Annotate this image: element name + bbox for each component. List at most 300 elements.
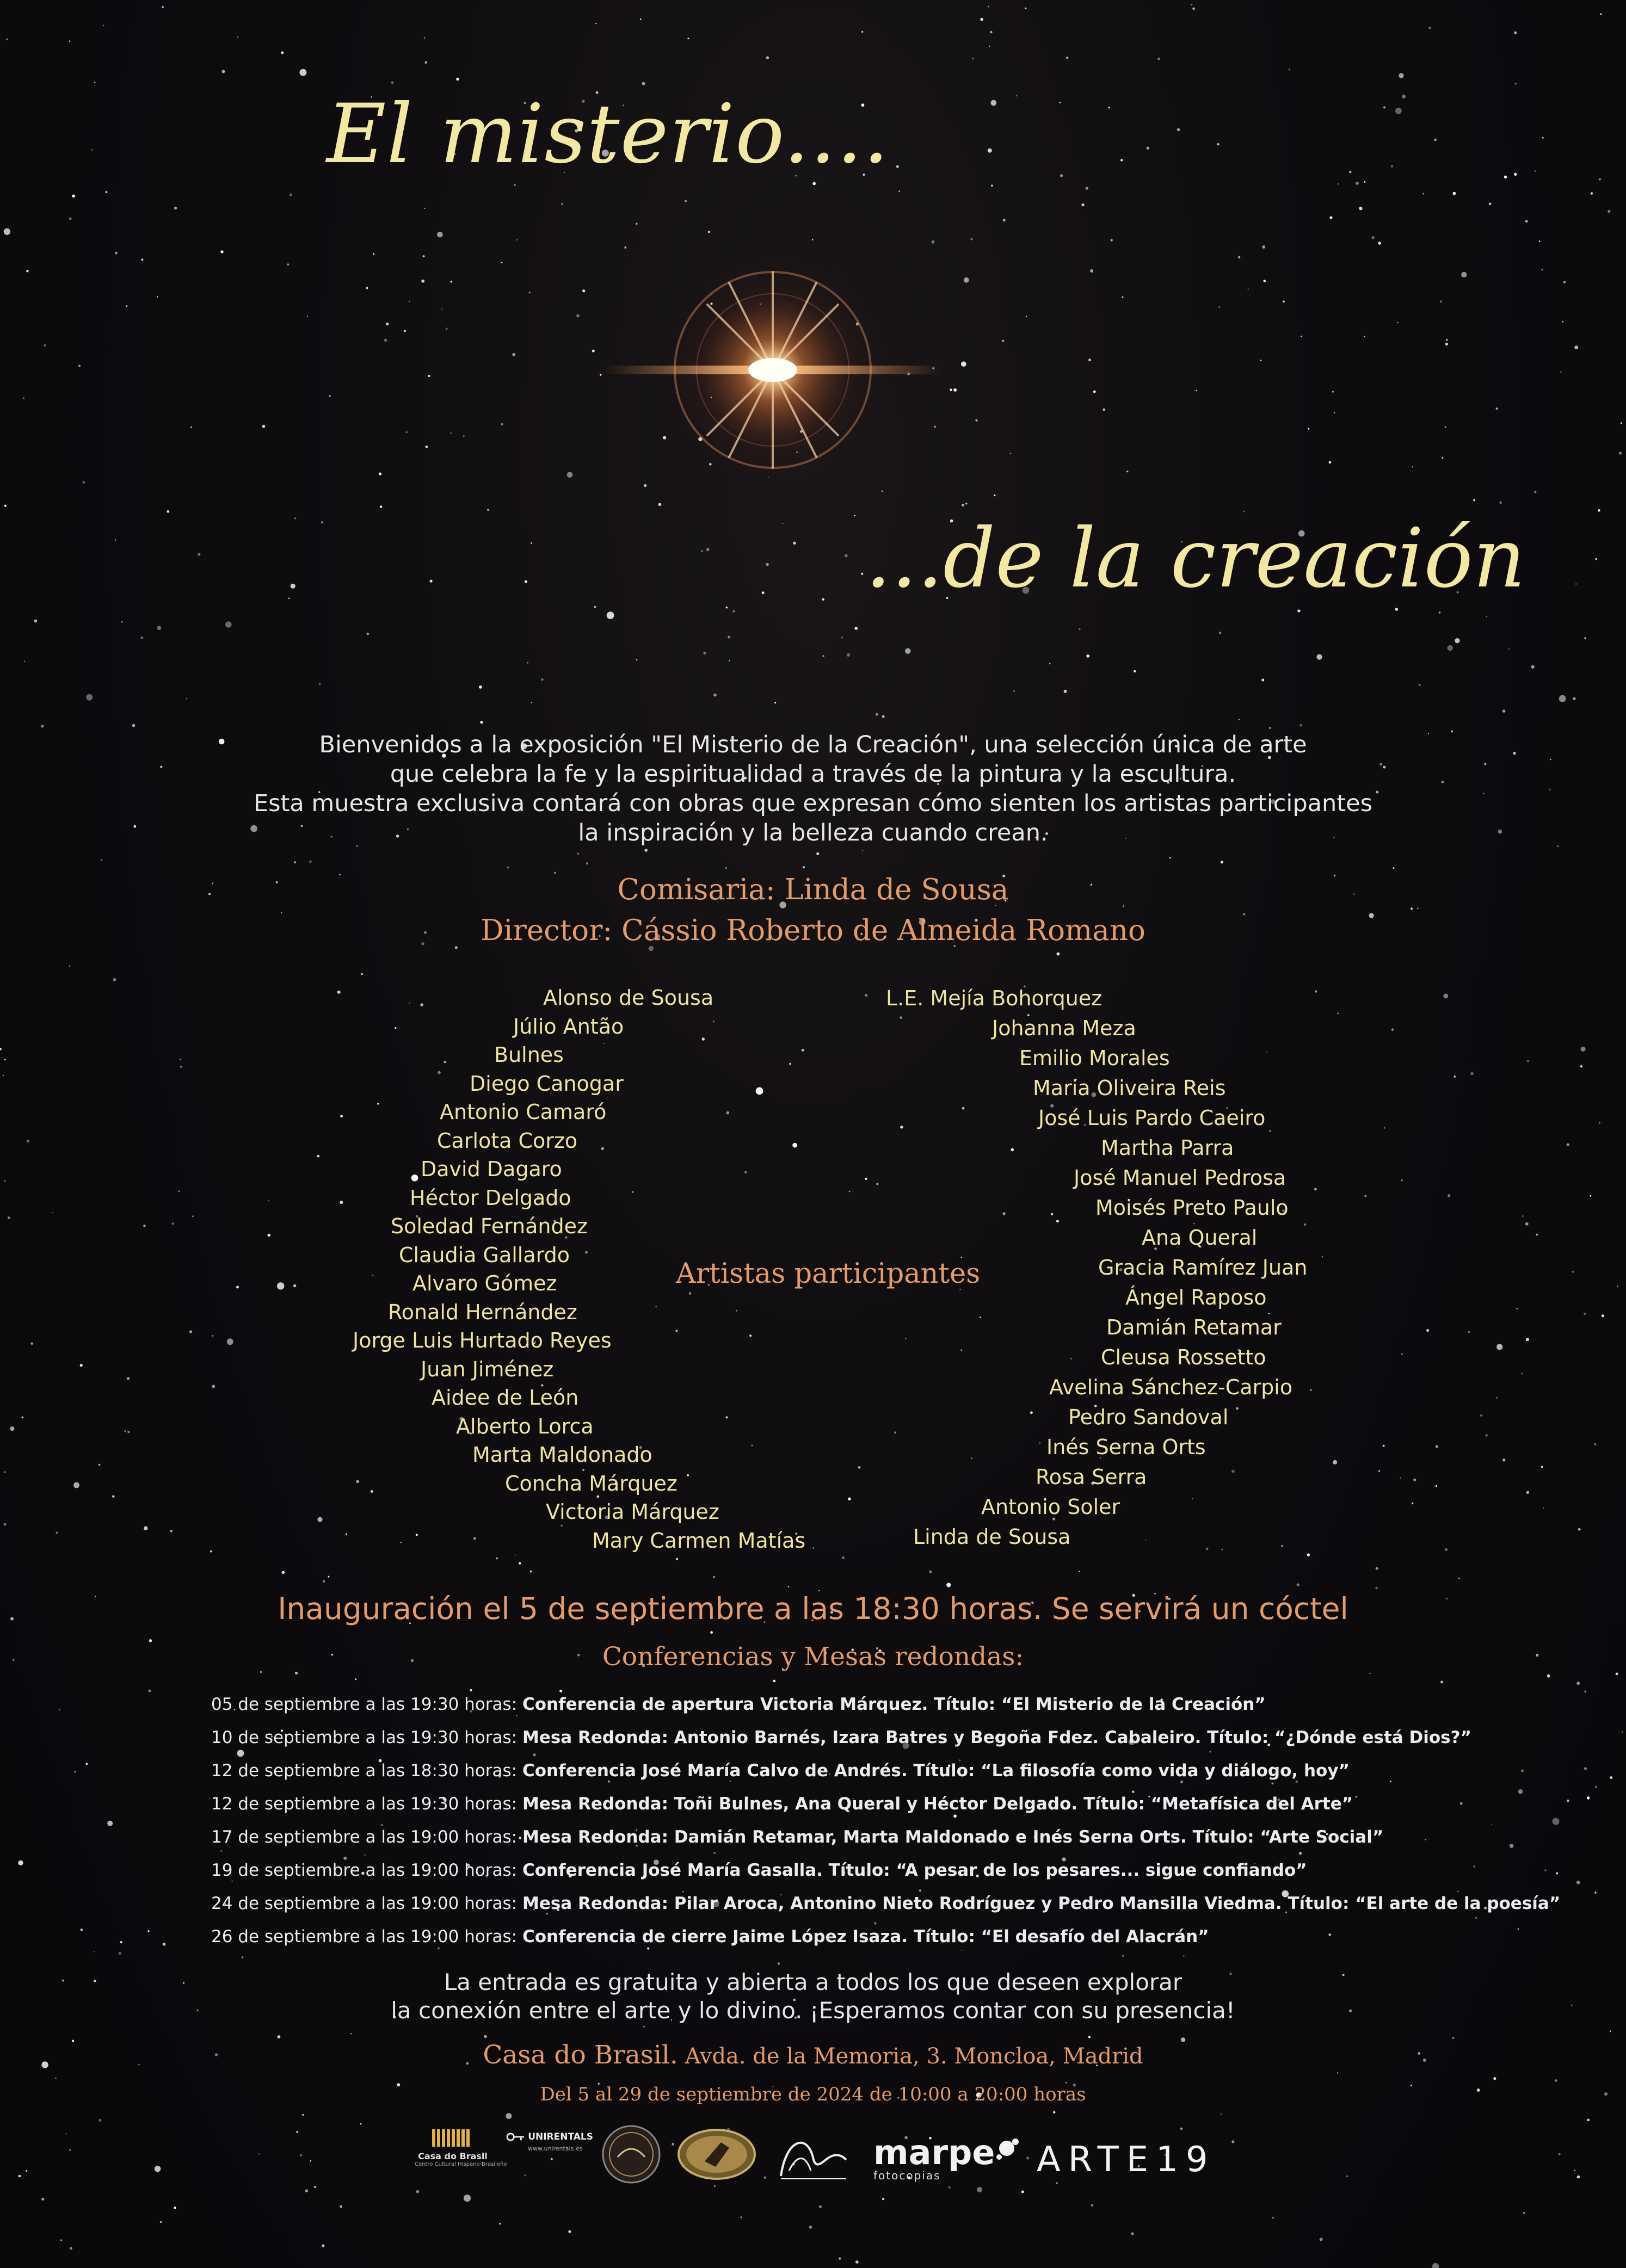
- artist-name: Pedro Sandoval: [1068, 1405, 1229, 1429]
- star: [1581, 1047, 1586, 1052]
- star: [74, 1771, 76, 1773]
- star: [1440, 1680, 1443, 1683]
- star: [507, 867, 509, 869]
- star: [1442, 457, 1444, 459]
- star: [1499, 501, 1502, 504]
- artist-name: L.E. Mejía Bohorquez: [886, 986, 1103, 1010]
- star: [729, 660, 730, 661]
- star: [44, 344, 46, 347]
- star: [302, 2114, 304, 2116]
- artist-name: Inés Serna Orts: [1046, 1435, 1206, 1459]
- star: [1534, 491, 1536, 493]
- star: [1393, 867, 1395, 869]
- star: [1485, 1434, 1488, 1437]
- star: [1535, 170, 1536, 172]
- star: [1584, 1691, 1586, 1692]
- star: [1391, 165, 1394, 168]
- curator-credit: Comisaria: Linda de Sousa: [617, 873, 1009, 906]
- artist-name: José Luis Pardo Caeiro: [1038, 1106, 1266, 1130]
- star: [1504, 176, 1507, 179]
- star: [990, 31, 993, 34]
- star: [140, 636, 143, 639]
- star: [1602, 1314, 1604, 1317]
- star: [1428, 27, 1431, 29]
- star: [186, 698, 187, 699]
- schedule-event: Conferencia José María Calvo de Andrés. Título: “La filosofía como vida y diálogo, hoy”: [522, 1761, 1350, 1781]
- star: [1480, 1414, 1482, 1417]
- star: [1218, 306, 1220, 308]
- star: [506, 2113, 512, 2119]
- star: [484, 2035, 487, 2038]
- star: [1401, 1354, 1402, 1355]
- star: [687, 38, 689, 39]
- star: [1587, 2119, 1590, 2122]
- artist-name: Maria Oliveira Reis: [1033, 1076, 1226, 1100]
- star: [1013, 690, 1014, 691]
- star: [157, 296, 158, 297]
- star: [437, 232, 443, 238]
- star: [1086, 654, 1089, 658]
- star: [728, 636, 730, 639]
- star: [277, 1282, 284, 1289]
- star: [1308, 428, 1309, 430]
- star: [27, 1140, 29, 1142]
- artist-name: Avelina Sánchez-Carpio: [1049, 1375, 1293, 1399]
- star: [94, 1951, 95, 1952]
- star: [1590, 1195, 1592, 1197]
- star: [1600, 13, 1602, 15]
- star: [1619, 452, 1622, 455]
- artist-name: Rosa Serra: [1036, 1465, 1147, 1489]
- star: [822, 598, 824, 601]
- star: [1364, 1195, 1366, 1197]
- star: [295, 1672, 298, 1674]
- star: [1337, 2072, 1338, 2073]
- star: [1576, 1682, 1580, 1685]
- star: [1576, 1881, 1580, 1884]
- star: [1217, 143, 1219, 145]
- artists-label: Artistas participantes: [676, 1258, 981, 1290]
- star: [701, 551, 703, 552]
- star: [4, 228, 10, 235]
- star: [1219, 632, 1221, 634]
- star: [425, 61, 428, 64]
- artist-name: Antonio Camaró: [440, 1100, 607, 1124]
- star: [1315, 990, 1317, 992]
- star: [595, 23, 596, 24]
- star: [52, 1212, 53, 1213]
- star: [1402, 95, 1406, 98]
- star: [1060, 174, 1063, 177]
- star: [172, 1222, 174, 1225]
- schedule-event: Mesa Redonda: Pilar Aroca, Antonino Nieto Rodríguez y Pedro Mansilla Viedma. Título: “El arte de la poesía”: [522, 1894, 1561, 1913]
- star: [752, 1445, 753, 1446]
- star: [1426, 1329, 1429, 1332]
- star: [86, 1763, 88, 1765]
- star: [7, 39, 8, 40]
- star: [1301, 336, 1302, 337]
- star: [961, 361, 966, 367]
- star: [1473, 499, 1475, 502]
- star: [1531, 665, 1535, 669]
- star: [319, 683, 321, 685]
- star: [367, 633, 369, 635]
- star: [713, 694, 717, 697]
- star: [242, 1956, 243, 1958]
- star: [1562, 321, 1563, 323]
- star: [268, 1200, 269, 1201]
- star: [783, 523, 784, 524]
- star: [26, 270, 29, 273]
- star: [174, 207, 177, 209]
- star: [101, 860, 102, 861]
- intro-line: Esta muestra exclusiva contará con obras que expresan cómo sienten los artistas participantes: [253, 790, 1372, 817]
- star: [636, 659, 638, 660]
- star: [971, 238, 973, 240]
- star: [1283, 301, 1285, 303]
- star: [845, 554, 848, 558]
- star: [423, 255, 425, 257]
- schedule-item: [211, 1920, 1560, 1954]
- artist-name: Júlio Antão: [513, 1014, 624, 1039]
- star: [307, 316, 308, 317]
- star: [950, 388, 952, 391]
- star: [1412, 466, 1413, 467]
- star: [1378, 1470, 1380, 1472]
- artist-name: Ángel Raposo: [1125, 1286, 1267, 1309]
- star: [1445, 1548, 1448, 1552]
- schedule-time: 10 de septiembre a las 19:30 horas:: [211, 1728, 522, 1747]
- star: [1413, 1479, 1416, 1481]
- star: [496, 1558, 498, 1560]
- star: [361, 973, 363, 975]
- artist-name: Alvaro Gómez: [412, 1271, 557, 1295]
- star: [567, 472, 573, 478]
- star: [212, 1336, 213, 1337]
- star: [268, 1234, 270, 1237]
- star: [703, 652, 706, 654]
- star: [689, 1292, 691, 1294]
- star: [1412, 1503, 1413, 1504]
- star: [4, 1471, 5, 1473]
- star: [849, 1191, 851, 1192]
- star: [789, 1063, 791, 1065]
- star: [1555, 2079, 1557, 2082]
- star: [220, 250, 223, 253]
- star: [1434, 139, 1437, 141]
- star: [512, 353, 515, 356]
- star: [73, 1482, 79, 1488]
- star: [141, 258, 144, 261]
- star: [816, 852, 819, 855]
- star: [1470, 1072, 1474, 1076]
- star: [4, 505, 7, 507]
- star: [1026, 316, 1027, 317]
- star: [577, 853, 579, 855]
- star: [762, 591, 765, 594]
- artist-name: Antonio Soler: [981, 1495, 1120, 1519]
- star: [4, 1180, 5, 1182]
- star: [127, 1377, 130, 1380]
- artist-name: José Manuel Pedrosa: [1074, 1166, 1286, 1190]
- title-sub: ...de la creación: [865, 511, 1526, 606]
- schedule-item: [211, 1788, 1560, 1821]
- schedule-item: [211, 1721, 1560, 1754]
- closing-line: La entrada es gratuita y abierta a todos los que deseen explorar: [444, 1969, 1182, 1995]
- star: [409, 301, 410, 302]
- star: [160, 2221, 162, 2223]
- star: [1621, 422, 1622, 424]
- star: [1157, 58, 1160, 60]
- star: [1192, 8, 1195, 10]
- casa-do-brasil-icon: [431, 2127, 475, 2149]
- star: [1297, 609, 1300, 612]
- star: [0, 1048, 2, 1050]
- star: [1238, 256, 1240, 258]
- star: [1391, 1028, 1394, 1031]
- key-icon: [506, 2129, 525, 2145]
- star: [379, 472, 381, 475]
- star: [865, 1178, 867, 1181]
- star: [640, 18, 642, 20]
- star: [424, 38, 425, 39]
- script-signature-logo: [775, 2127, 852, 2184]
- artist-name: Alberto Lorca: [456, 1414, 594, 1438]
- star: [1260, 360, 1262, 361]
- star: [882, 2198, 884, 2200]
- star: [1453, 192, 1456, 195]
- star: [525, 580, 527, 583]
- star: [1147, 147, 1149, 150]
- star: [373, 253, 374, 255]
- star: [905, 648, 910, 654]
- star: [69, 40, 71, 42]
- star: [1411, 907, 1413, 910]
- star: [430, 580, 433, 583]
- artist-name: Juan Jiménez: [421, 1357, 554, 1381]
- star: [1445, 343, 1448, 345]
- star: [1289, 69, 1290, 70]
- star: [1126, 471, 1128, 472]
- schedule-event: Conferencia de apertura Victoria Márquez. Título: “El Misterio de la Creación”: [522, 1695, 1266, 1714]
- star: [198, 553, 200, 555]
- star: [499, 2223, 501, 2224]
- star: [22, 1417, 24, 1419]
- star: [1489, 203, 1491, 205]
- star: [1088, 359, 1091, 361]
- star: [278, 2035, 281, 2038]
- sponsor-logos: [0, 2124, 1626, 2190]
- star: [1496, 407, 1498, 410]
- star: [190, 427, 192, 428]
- star: [965, 503, 968, 505]
- schedule-event: Mesa Redonda: Damián Retamar, Marta Maldonado e Inés Serna Orts. Título: “Arte Social”: [522, 1827, 1384, 1847]
- star: [1542, 269, 1543, 271]
- star: [1599, 1122, 1600, 1124]
- star: [1329, 461, 1332, 464]
- artist-name: Claudia Gallardo: [399, 1243, 570, 1267]
- star: [1526, 1491, 1529, 1494]
- star: [69, 217, 72, 220]
- star: [898, 190, 900, 192]
- star: [1458, 1578, 1459, 1579]
- star: [1493, 2077, 1496, 2080]
- star: [1079, 628, 1081, 630]
- star: [876, 1183, 878, 1185]
- star: [1572, 1271, 1574, 1273]
- star: [106, 191, 108, 193]
- star: [644, 849, 648, 852]
- schedule-item: [211, 1821, 1560, 1854]
- star: [1536, 1234, 1538, 1236]
- star: [3, 1075, 4, 1076]
- star: [1264, 280, 1266, 282]
- unirentals-name: UNIRENTALS: [528, 2131, 593, 2142]
- star: [1563, 281, 1566, 283]
- star: [861, 573, 863, 575]
- star: [713, 1576, 715, 1578]
- schedule-time: 26 de septiembre a las 19:00 horas:: [211, 1927, 522, 1946]
- star: [98, 1464, 101, 1466]
- star: [962, 504, 964, 506]
- star: [988, 6, 989, 8]
- star: [1002, 339, 1005, 342]
- star: [994, 495, 995, 496]
- star: [120, 1941, 122, 1943]
- star: [463, 435, 465, 437]
- artist-name: Mary Carmen Matías: [592, 1528, 806, 1553]
- star: [1567, 1800, 1569, 1802]
- star: [60, 2239, 62, 2241]
- star: [736, 1310, 737, 1312]
- star: [1093, 391, 1096, 393]
- artist-name: Concha Márquez: [505, 1471, 678, 1495]
- star: [1502, 1459, 1505, 1461]
- star: [1269, 727, 1271, 729]
- star: [1364, 336, 1365, 337]
- marpe-logo: [873, 2133, 1020, 2182]
- star: [788, 1586, 790, 1588]
- arte19-logo: ARTE19: [1037, 2140, 1216, 2180]
- star: [1514, 32, 1517, 34]
- star: [989, 46, 990, 47]
- star: [1066, 57, 1068, 59]
- star: [1541, 1466, 1543, 1468]
- artist-name: Damián Retamar: [1106, 1315, 1282, 1339]
- star: [157, 626, 162, 630]
- intro-line: Bienvenidos a la exposición "El Misterio de la Creación", una selección única de arte: [319, 731, 1307, 758]
- star: [18, 1861, 23, 1865]
- star: [143, 1225, 145, 1227]
- star: [1196, 390, 1197, 391]
- star: [1525, 220, 1528, 223]
- star: [802, 1049, 804, 1052]
- inauguration-text: Inauguración el 5 de septiembre a las 18:30 horas. Se servirá un cóctel: [278, 1591, 1348, 1626]
- star: [1088, 2036, 1091, 2038]
- star: [317, 1155, 320, 1158]
- star: [1440, 300, 1442, 302]
- star: [1120, 159, 1123, 161]
- star: [480, 721, 483, 724]
- star: [1090, 269, 1093, 273]
- schedule-item: [211, 1887, 1560, 1920]
- star: [882, 715, 885, 718]
- star: [1383, 106, 1385, 108]
- schedule-event: Mesa Redonda: Toñi Bulnes, Ana Queral y Héctor Delgado. Título: “Metafísica del Arte”: [522, 1794, 1353, 1814]
- star: [416, 2190, 419, 2193]
- star: [78, 365, 81, 367]
- star: [854, 515, 855, 516]
- star: [865, 994, 867, 997]
- star: [1400, 1478, 1402, 1479]
- star: [1584, 1767, 1587, 1770]
- star: [1543, 1507, 1544, 1509]
- star: [293, 1284, 296, 1287]
- star: [103, 25, 104, 27]
- artist-name: Soledad Fernández: [391, 1214, 588, 1238]
- title-main: El misterio....: [327, 87, 890, 182]
- star: [1573, 697, 1575, 700]
- star: [178, 1190, 180, 1192]
- star: [1297, 1583, 1300, 1586]
- closing-line: la conexión entre el arte y lo divino. ¡Esperamos contar con su presencia!: [391, 1997, 1235, 2024]
- star: [1522, 1215, 1523, 1216]
- exhibition-dates: Del 5 al 29 de septiembre de 2024 de 10:00 a 20:00 horas: [540, 2084, 1086, 2105]
- star: [676, 1558, 678, 1560]
- star: [1508, 648, 1510, 650]
- star: [3, 1523, 6, 1525]
- schedule-event: Mesa Redonda: Antonio Barnés, Izara Batres y Begoña Fdez. Cabaleiro. Título: “¿Dónde está Dios?”: [522, 1728, 1471, 1747]
- star: [592, 350, 595, 353]
- star: [531, 542, 532, 544]
- star: [1547, 1674, 1550, 1678]
- star: [305, 2189, 309, 2192]
- star: [149, 1690, 151, 1692]
- star: [424, 208, 425, 209]
- artist-name: Jorge Luis Hurtado Reyes: [353, 1328, 612, 1352]
- star: [1526, 1338, 1529, 1341]
- star: [1300, 724, 1302, 726]
- star: [1307, 1554, 1310, 1556]
- star: [83, 481, 85, 484]
- star: [288, 597, 290, 599]
- star: [778, 1962, 780, 1964]
- star: [607, 611, 614, 619]
- casa-do-brasil-name: Casa do Brasil: [418, 2151, 488, 2161]
- star: [147, 1930, 149, 1932]
- star: [192, 1215, 194, 1217]
- star: [1528, 1060, 1529, 1062]
- star: [69, 966, 70, 967]
- star: [975, 419, 977, 422]
- director-credit: Director: Cássio Roberto de Almeida Romano: [481, 914, 1145, 947]
- star: [1594, 1892, 1596, 1893]
- schedule-event: Conferencia José María Gasalla. Título: “A pesar de los pesares... sigue confiando”: [522, 1861, 1307, 1880]
- schedule-time: 12 de septiembre a las 19:30 horas:: [211, 1794, 522, 1814]
- star: [1439, 611, 1441, 614]
- star: [1222, 1549, 1223, 1550]
- star: [1108, 107, 1110, 108]
- star: [290, 194, 292, 196]
- star: [282, 1571, 285, 1574]
- star: [98, 2119, 101, 2122]
- star: [479, 685, 482, 689]
- star: [441, 308, 442, 310]
- star: [1053, 2111, 1056, 2113]
- star: [1356, 182, 1359, 185]
- artist-name: Martha Parra: [1101, 1136, 1234, 1160]
- star: [876, 713, 878, 716]
